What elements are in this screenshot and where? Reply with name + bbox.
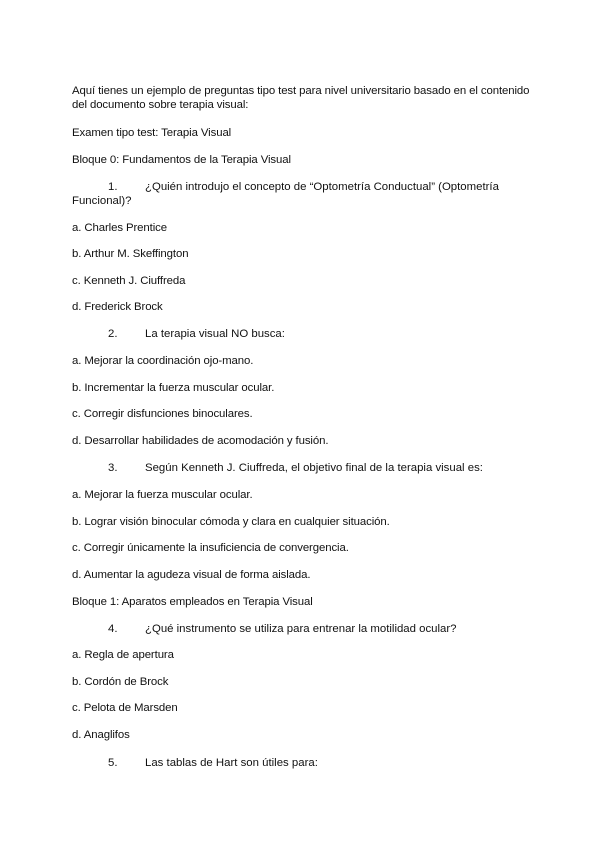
- question-2-number: 2.: [108, 328, 118, 340]
- question-5-number: 5.: [108, 757, 118, 769]
- question-4-text: ¿Qué instrumento se utiliza para entrenar la motilidad ocular?: [145, 623, 457, 635]
- q1-option-d: d. Frederick Brock: [72, 301, 163, 313]
- q3-option-c: c. Corregir únicamente la insuficiencia de convergencia.: [72, 542, 349, 554]
- question-1-text: ¿Quién introdujo el concepto de “Optometría Conductual” (Optometría Funcional)?: [72, 181, 499, 207]
- question-4-number: 4.: [108, 623, 118, 635]
- q4-option-d: d. Anaglifos: [72, 729, 130, 741]
- block-0-title: Bloque 0: Fundamentos de la Terapia Visual: [72, 154, 291, 166]
- question-1-number: 1.: [108, 181, 118, 193]
- intro-line-2: del documento sobre terapia visual:: [72, 99, 249, 111]
- question-3-number: 3.: [108, 462, 118, 474]
- q1-option-c: c. Kenneth J. Ciuffreda: [72, 275, 186, 287]
- q3-option-b: b. Lograr visión binocular cómoda y clara en cualquier situación.: [72, 516, 390, 528]
- q2-option-c: c. Corregir disfunciones binoculares.: [72, 408, 253, 420]
- q2-option-d: d. Desarrollar habilidades de acomodación y fusión.: [72, 435, 329, 447]
- exam-title: Examen tipo test: Terapia Visual: [72, 127, 232, 139]
- block-1-title: Bloque 1: Aparatos empleados en Terapia Visual: [72, 596, 313, 608]
- question-1: [72, 180, 532, 208]
- q1-option-b: b. Arthur M. Skeffington: [72, 248, 189, 260]
- q1-option-a: a. Charles Prentice: [72, 222, 167, 234]
- question-3-text: Según Kenneth J. Ciuffreda, el objetivo final de la terapia visual es:: [145, 462, 483, 474]
- q3-option-a: a. Mejorar la fuerza muscular ocular.: [72, 489, 253, 501]
- q3-option-d: d. Aumentar la agudeza visual de forma aislada.: [72, 569, 311, 581]
- q2-option-a: a. Mejorar la coordinación ojo-mano.: [72, 355, 254, 367]
- q4-option-b: b. Cordón de Brock: [72, 676, 169, 688]
- question-5-text: Las tablas de Hart son útiles para:: [145, 757, 318, 769]
- q4-option-a: a. Regla de apertura: [72, 649, 174, 661]
- question-2-text: La terapia visual NO busca:: [145, 328, 285, 340]
- q4-option-c: c. Pelota de Marsden: [72, 702, 178, 714]
- intro-line-1: Aquí tienes un ejemplo de preguntas tipo test para nivel universitario basado en el contenido: [72, 85, 530, 97]
- q2-option-b: b. Incrementar la fuerza muscular ocular.: [72, 382, 275, 394]
